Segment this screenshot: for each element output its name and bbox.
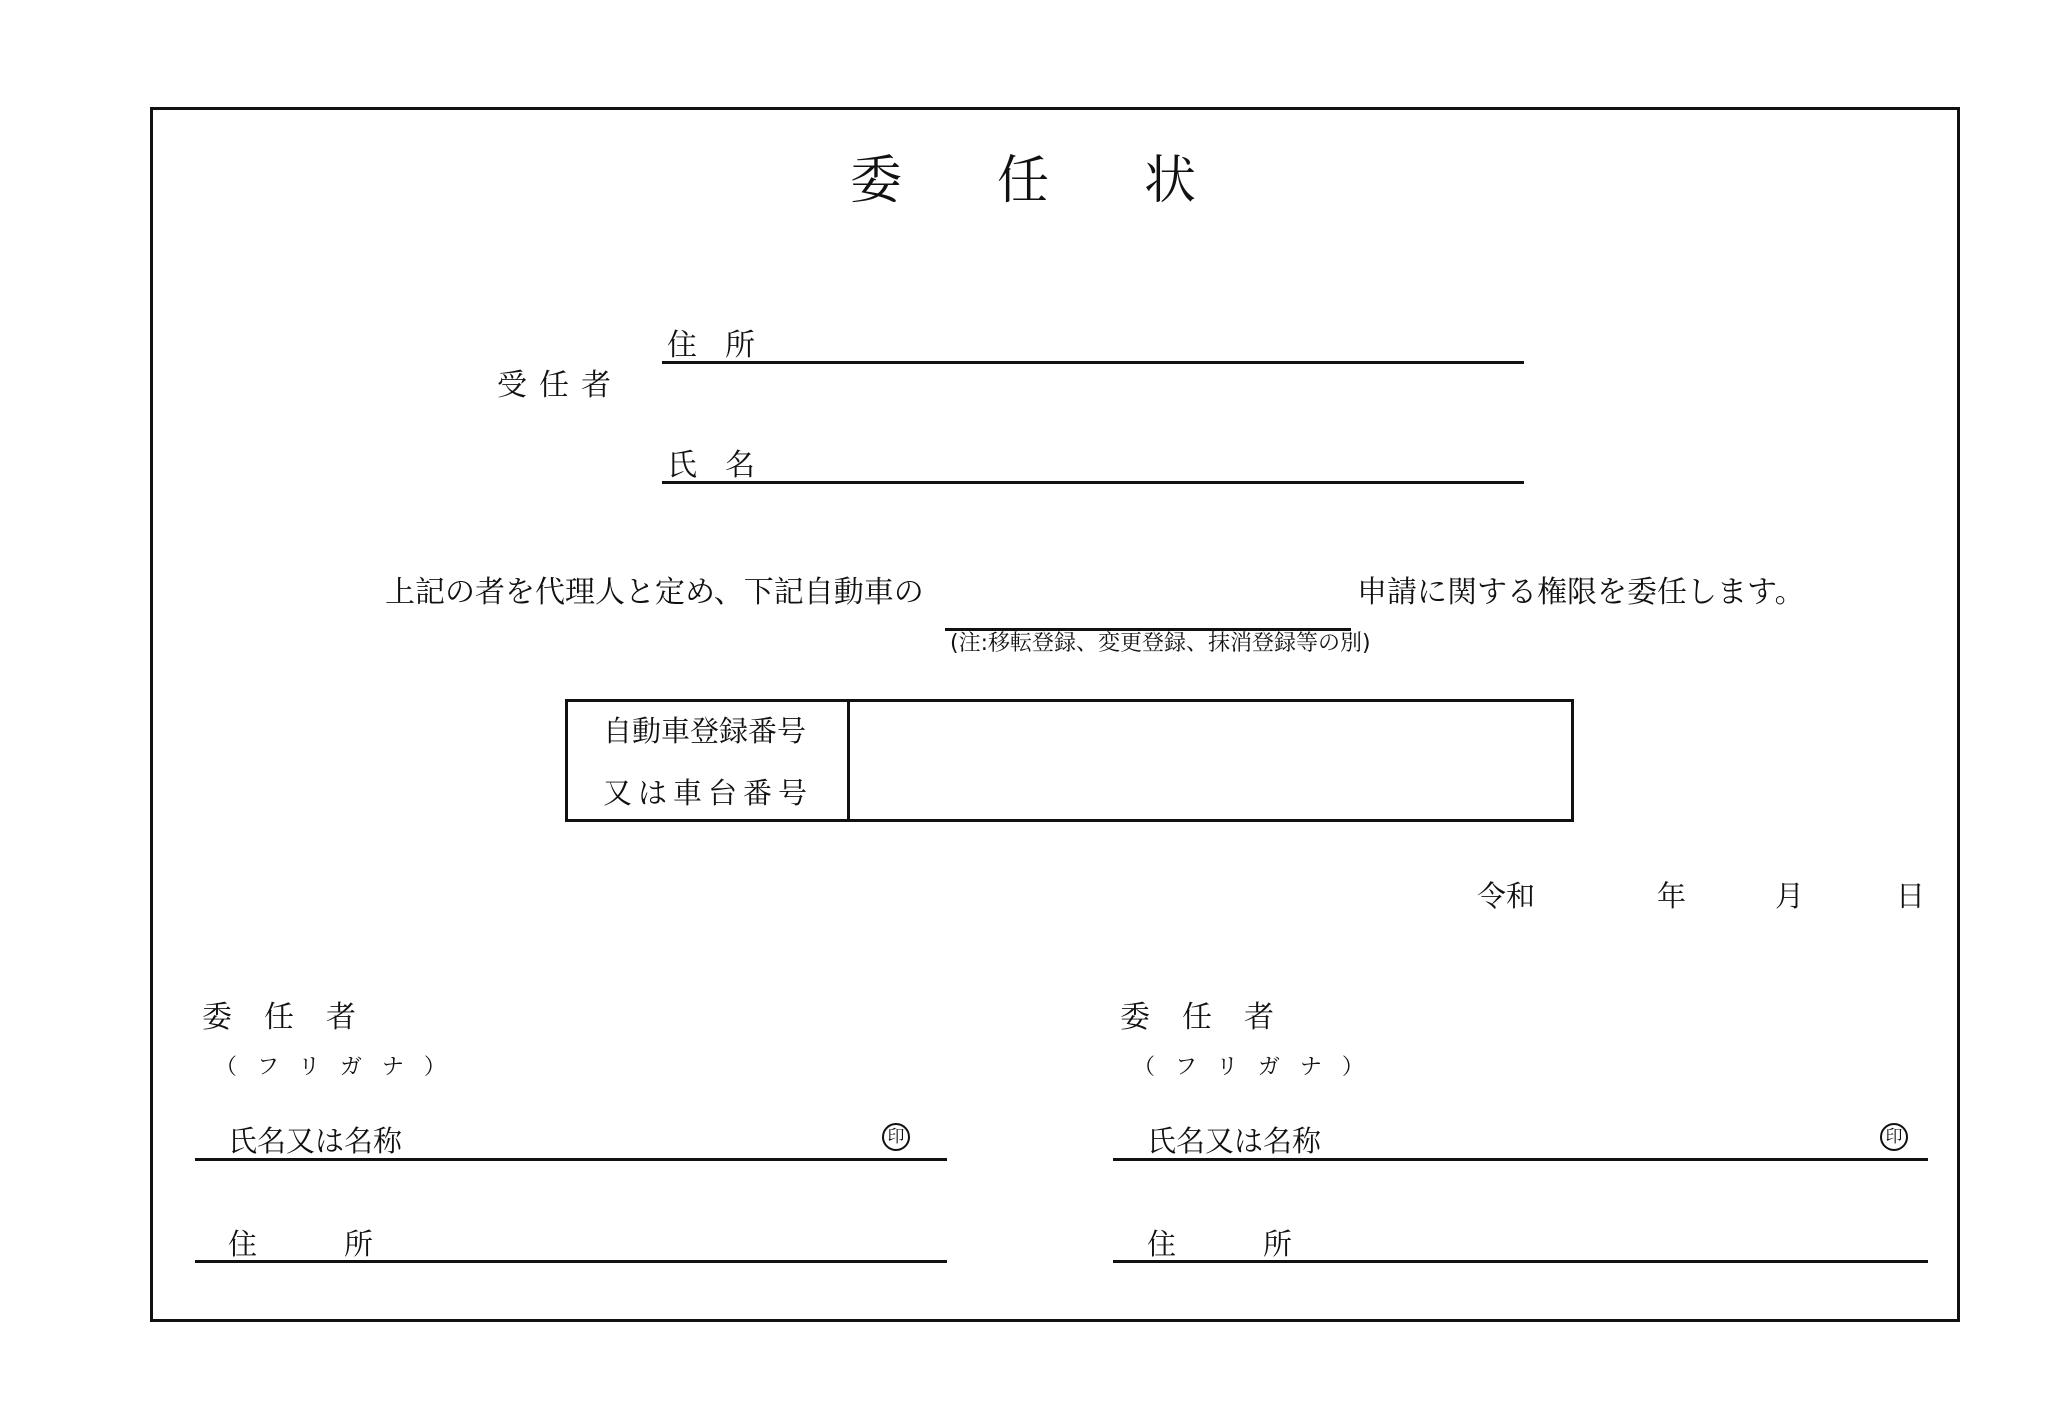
statement-after: 申請に関する権限を委任します。 [1357, 575, 1805, 610]
statement-before: 上記の者を代理人と定め、下記自動車の [385, 575, 924, 610]
date-era: 令和 [1477, 879, 1536, 913]
principal-2-name-label: 氏名又は名称 [1147, 1124, 1322, 1158]
agent-address-label: 住所 [667, 328, 783, 363]
principal-2-address-line[interactable] [1113, 1260, 1928, 1263]
principal-2-furigana-label: （フリガナ） [1133, 1055, 1384, 1080]
document-title: 委任状 [850, 151, 1292, 211]
principal-2-seal-mark: 印 [1880, 1123, 1908, 1151]
date-year-label: 年 [1657, 879, 1687, 913]
agent-address-line[interactable] [662, 361, 1524, 364]
agent-name-line[interactable] [662, 481, 1524, 484]
principal-1-address-line[interactable] [195, 1260, 947, 1263]
principal-1-label: 委任者 [202, 1000, 388, 1035]
agent-label: 受任者 [497, 368, 623, 403]
principal-1-name-line[interactable] [195, 1158, 947, 1161]
principal-1-furigana-label: （フリガナ） [215, 1055, 466, 1080]
principal-1-name-label: 氏名又は名称 [228, 1124, 403, 1158]
agent-name-label: 氏名 [667, 448, 783, 483]
application-type-note: (注:移転登録、変更登録、抹消登録等の別) [950, 631, 1371, 656]
principal-1-address-label: 住 所 [228, 1227, 374, 1261]
date-month-label: 月 [1775, 879, 1805, 913]
registration-label-line2: 又は車台番号 [603, 776, 814, 810]
principal-2-name-line[interactable] [1113, 1158, 1928, 1161]
registration-number-field[interactable] [850, 702, 1571, 819]
principal-2-label: 委任者 [1120, 1000, 1306, 1035]
principal-2-address-label: 住 所 [1147, 1227, 1293, 1261]
principal-1-seal-mark: 印 [882, 1123, 910, 1151]
registration-label-line1: 自動車登録番号 [603, 714, 807, 748]
registration-number-box [565, 699, 1574, 822]
date-day-label: 日 [1896, 879, 1926, 913]
